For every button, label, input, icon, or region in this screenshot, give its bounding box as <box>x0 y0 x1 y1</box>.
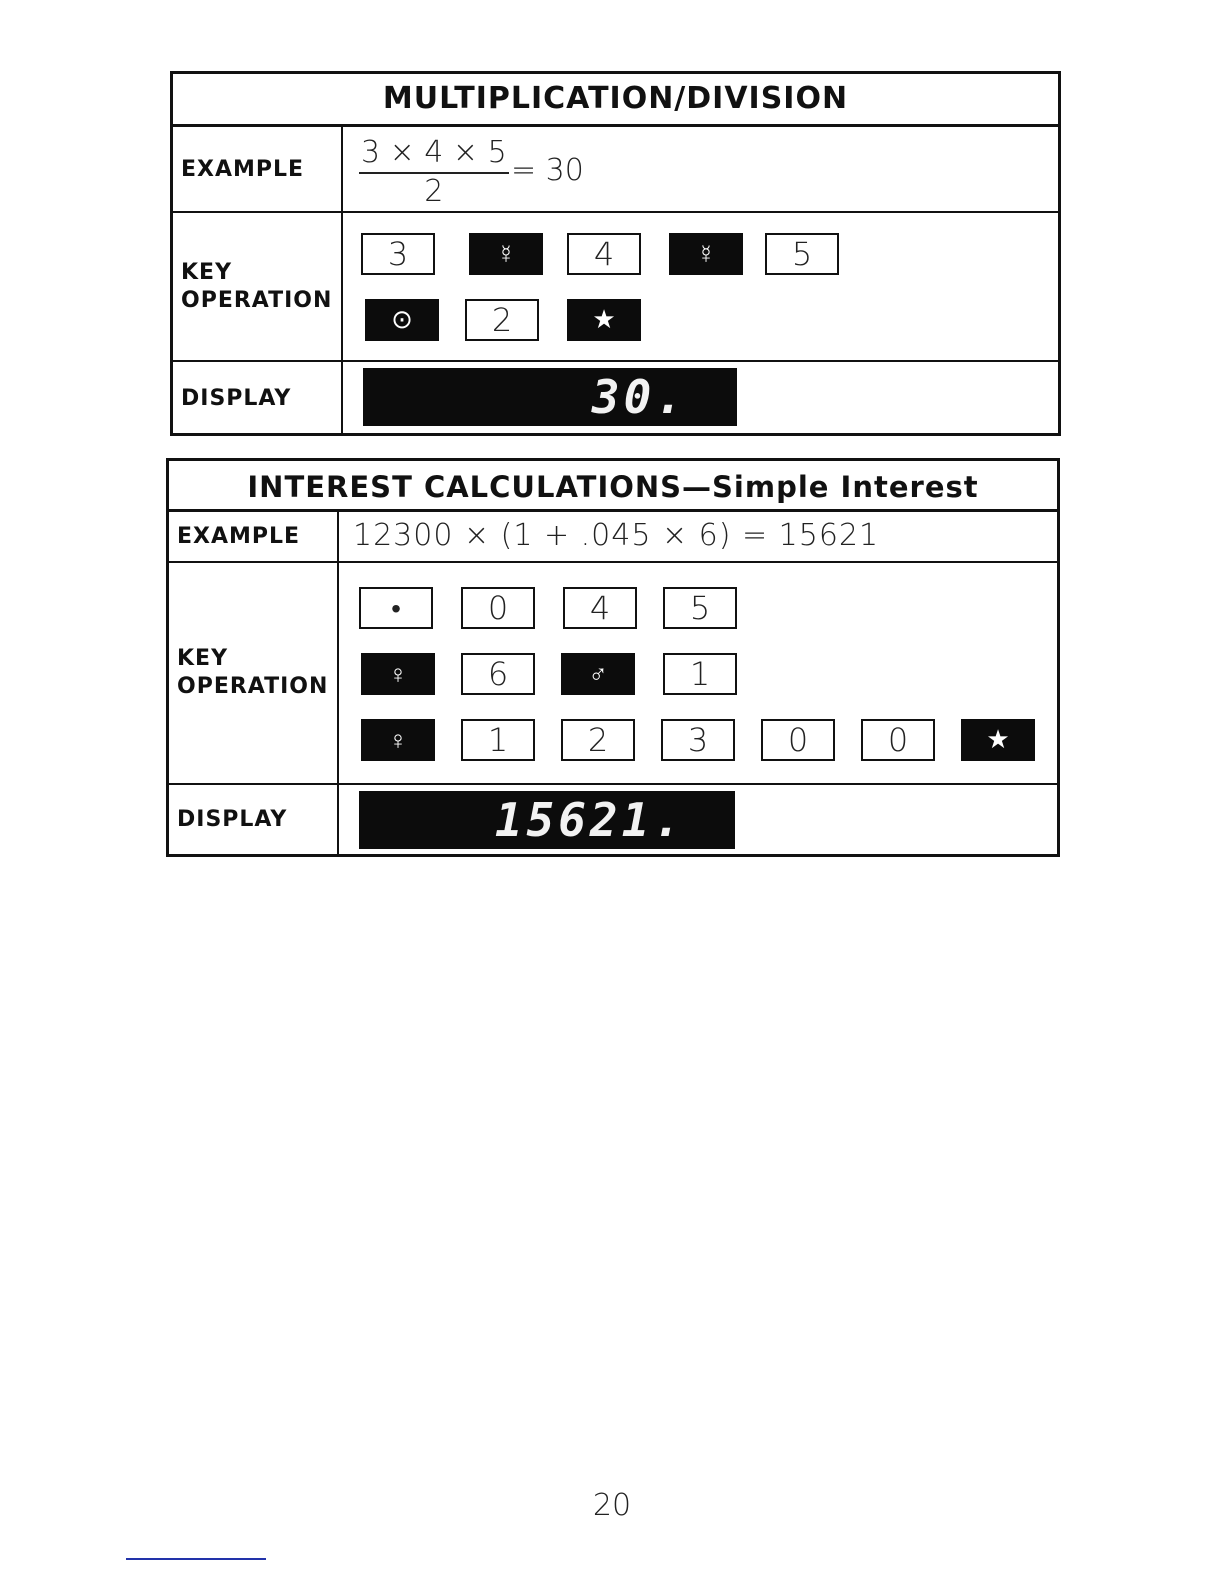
key-button: ★ <box>567 299 641 341</box>
key-button: ☿ <box>469 233 543 275</box>
example-content <box>339 512 1057 561</box>
display-content <box>339 785 1057 854</box>
section-title: MULTIPLICATION/DIVISION <box>173 74 1058 127</box>
section-title: INTEREST CALCULATIONS—Simple Interest <box>169 461 1057 512</box>
display-row <box>169 785 1057 854</box>
display-row <box>173 362 1058 434</box>
key-button: 2 <box>465 299 539 341</box>
key-operation-row <box>169 563 1057 785</box>
example-row <box>173 127 1058 213</box>
interest-calculations-table <box>166 458 1060 857</box>
key-button: • <box>359 587 433 629</box>
key-label-line2: OPERATION <box>181 287 333 313</box>
key-label-line2: OPERATION <box>177 674 329 699</box>
example-row <box>169 512 1057 563</box>
key-button: 5 <box>765 233 839 275</box>
key-button: 0 <box>461 587 535 629</box>
key-button: ♀ <box>361 653 435 695</box>
example-result: = 30 <box>511 153 584 188</box>
example-equation: 12300 × (1 + .045 × 6) = 15621 <box>353 518 880 553</box>
key-button: 1 <box>461 719 535 761</box>
key-operation-row <box>173 213 1058 362</box>
fraction-denominator: 2 <box>424 174 444 209</box>
key-label-line1: KEY <box>177 646 229 671</box>
key-button: ★ <box>961 719 1035 761</box>
multiplication-division-table <box>170 71 1061 436</box>
key-button: 6 <box>461 653 535 695</box>
display-label: DISPLAY <box>169 785 339 854</box>
key-button: 2 <box>561 719 635 761</box>
lcd-display: 15621. <box>359 791 735 849</box>
page-number: 20 <box>592 1488 632 1523</box>
display-label: DISPLAY <box>173 362 343 434</box>
example-label: EXAMPLE <box>169 512 339 561</box>
key-button: ⊙ <box>365 299 439 341</box>
key-button: ☿ <box>669 233 743 275</box>
lcd-display: 30. <box>363 368 737 426</box>
footer-rule <box>126 1558 266 1560</box>
key-button: 3 <box>361 233 435 275</box>
key-sequence <box>339 563 1057 783</box>
key-sequence <box>343 213 1058 360</box>
key-button: ♂ <box>561 653 635 695</box>
fraction-numerator: 3 × 4 × 5 <box>359 135 509 174</box>
key-button: 4 <box>567 233 641 275</box>
key-operation-label <box>169 563 339 783</box>
key-button: 3 <box>661 719 735 761</box>
example-label: EXAMPLE <box>173 127 343 211</box>
key-button: 5 <box>663 587 737 629</box>
key-button: 4 <box>563 587 637 629</box>
key-button: 0 <box>761 719 835 761</box>
example-content <box>343 127 1058 211</box>
key-button: 1 <box>663 653 737 695</box>
key-operation-label <box>173 213 343 360</box>
key-button: 0 <box>861 719 935 761</box>
key-button: ♀ <box>361 719 435 761</box>
key-label-line1: KEY <box>181 259 233 285</box>
example-fraction <box>359 135 509 209</box>
display-content <box>343 362 1058 434</box>
